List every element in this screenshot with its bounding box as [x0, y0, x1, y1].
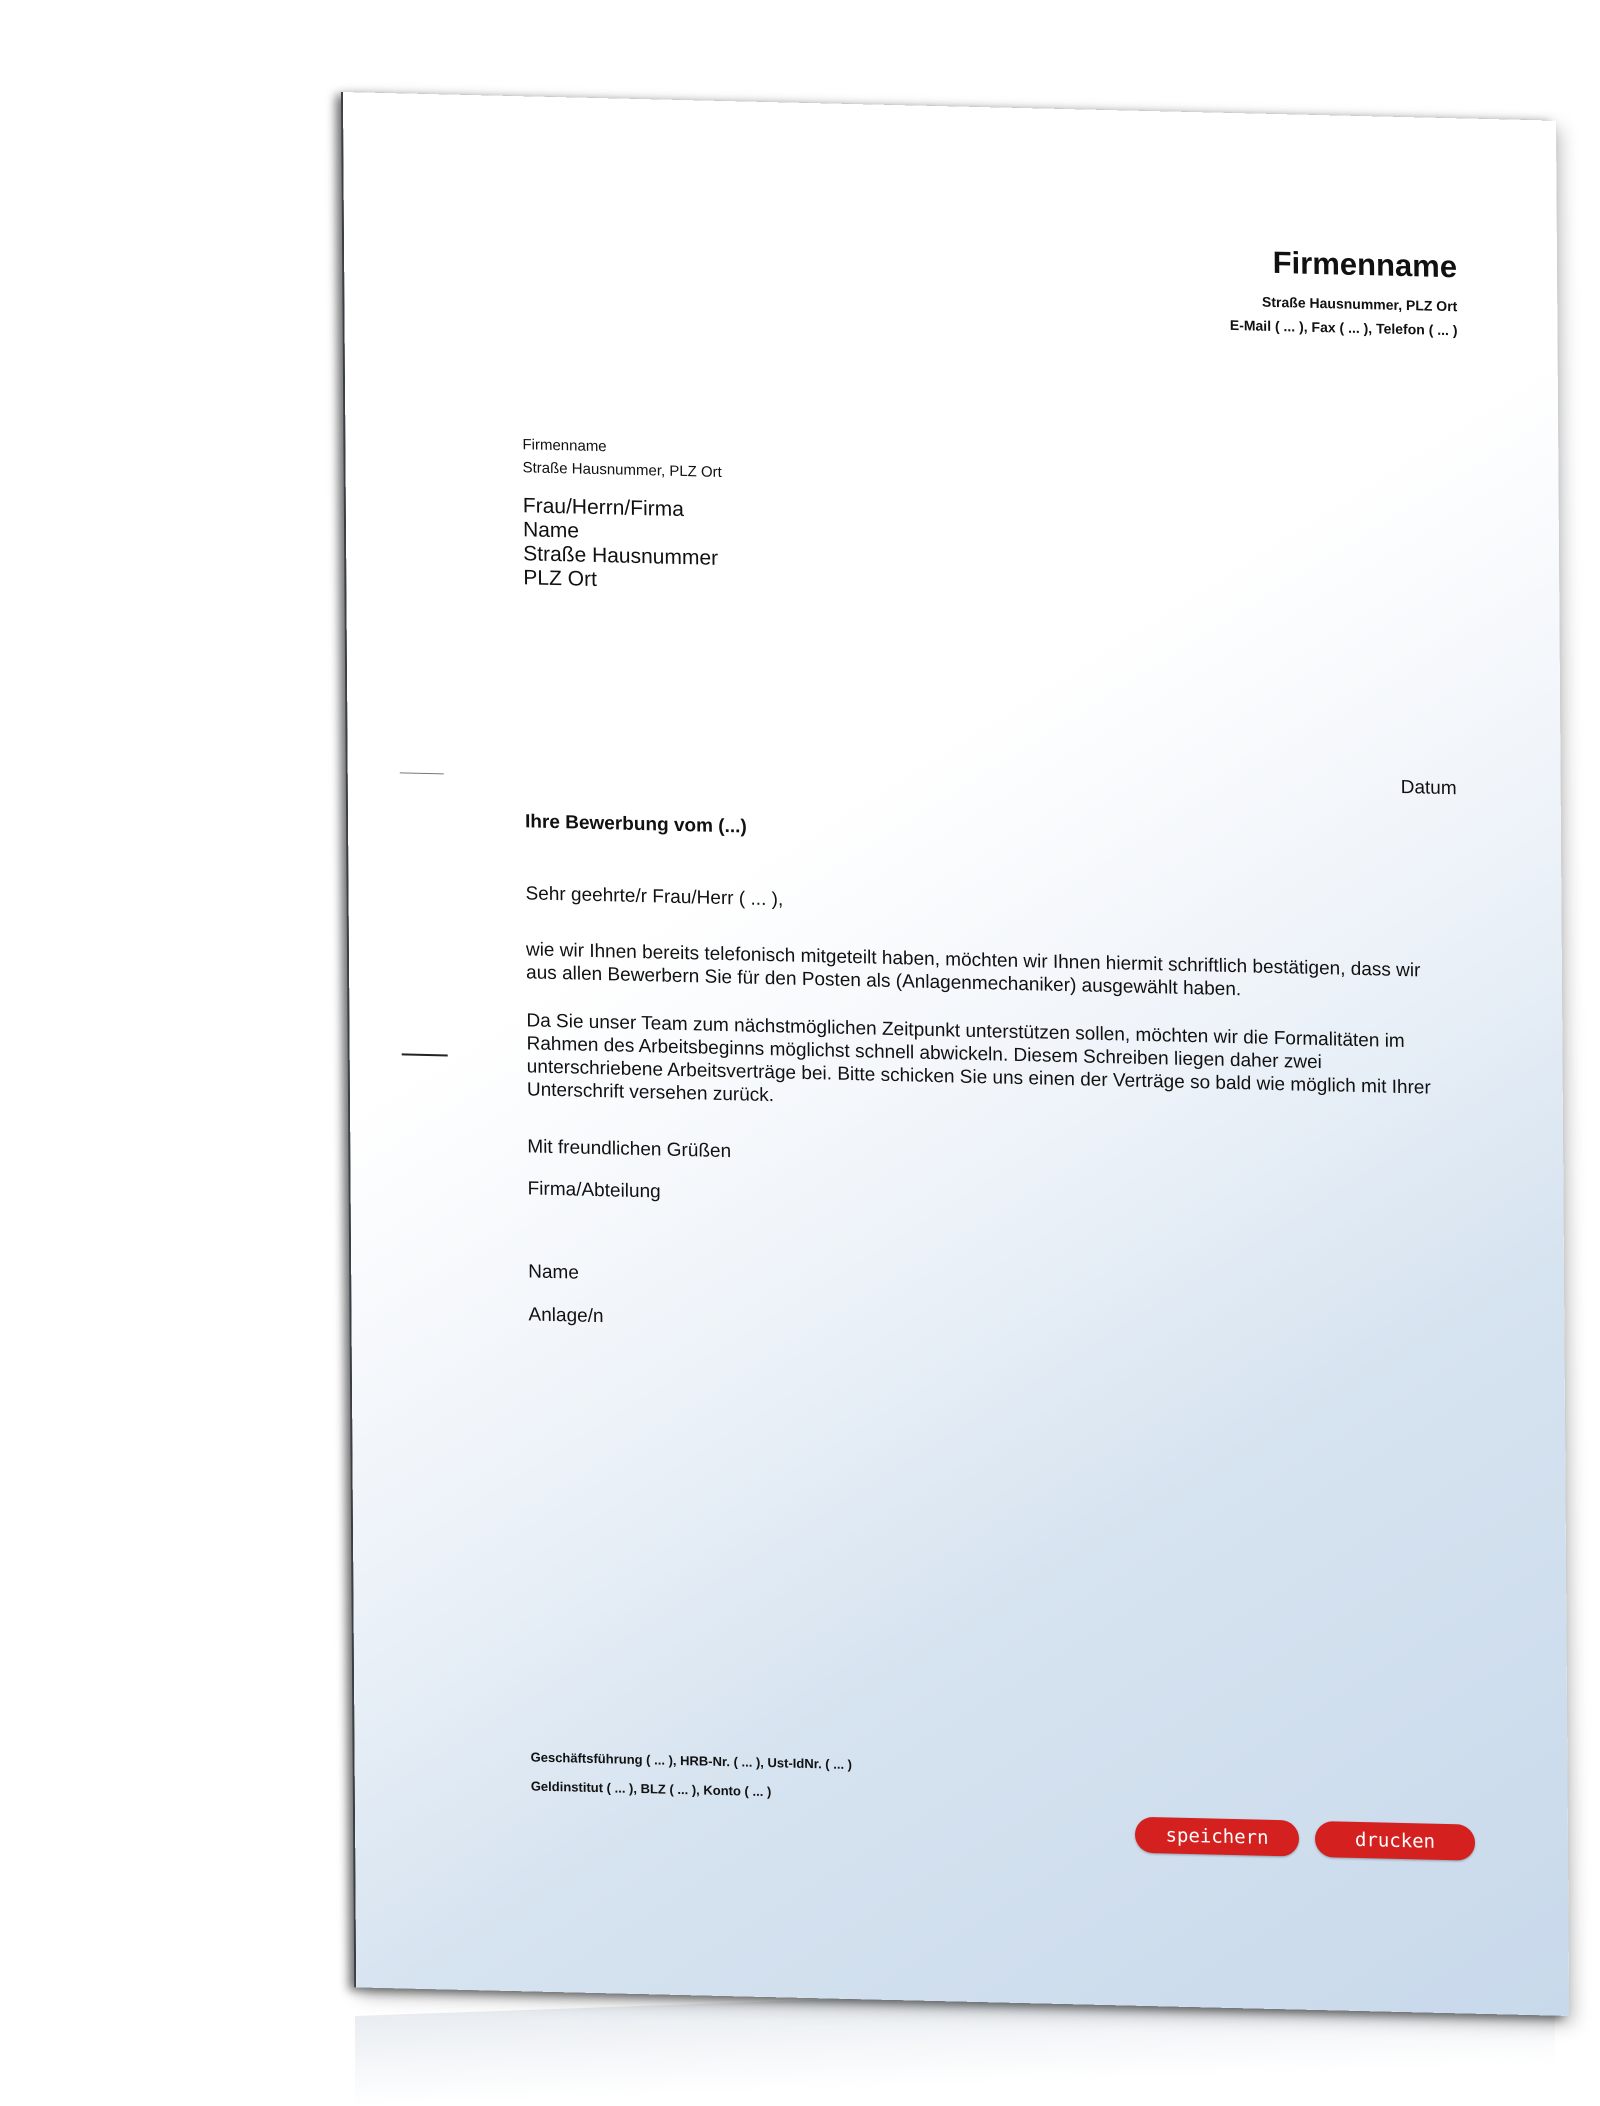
fold-mark [402, 1053, 448, 1056]
letterhead-contact: E-Mail ( ... ), Fax ( ... ), Telefon ( ... ) [1229, 316, 1458, 339]
letterhead-company: Firmenname [1272, 244, 1458, 285]
body-paragraph: wie wir Ihnen bereits telefonisch mitgeteilt haben, möchten wir Ihnen hiermit schriftlich bestätigen, dass wir aus allen Bewerbern Sie für den Posten als (Anlagenmechaniker) ausgewählt haben. [525, 939, 1421, 1001]
print-button[interactable]: drucken [1315, 1821, 1475, 1861]
letter-subject: Ihre Bewerbung vom (...) [524, 811, 747, 838]
letter-page [343, 92, 1569, 2016]
fold-mark [400, 772, 444, 774]
footer-bank-info: Geldinstitut ( ... ), BLZ ( ... ), Konto ( ... ) [530, 1778, 772, 1800]
letter-department: Firma/Abteilung [527, 1178, 661, 1203]
letter-salutation: Sehr geehrte/r Frau/Herr ( ... ), [525, 883, 784, 911]
sender-address: Straße Hausnummer, PLZ Ort [522, 459, 722, 481]
recipient-line: PLZ Ort [523, 566, 597, 591]
attachments-note: Anlage/n [528, 1304, 604, 1328]
sender-company: Firmenname [522, 436, 607, 456]
recipient-line: Straße Hausnummer [523, 542, 719, 570]
footer-company-info: Geschäftsführung ( ... ), HRB-Nr. ( ... ), Ust-IdNr. ( ... ) [530, 1749, 853, 1773]
recipient-line: Name [522, 518, 580, 543]
recipient-block [523, 494, 719, 595]
letter-closing: Mit freundlichen Grüßen [527, 1136, 732, 1163]
letterhead-address: Straße Hausnummer, PLZ Ort [1261, 293, 1458, 315]
recipient-line: Frau/Herrn/Firma [522, 494, 684, 522]
save-button[interactable]: speichern [1135, 1817, 1299, 1857]
body-paragraph: Da Sie unser Team zum nächstmöglichen Zeitpunkt unterstützen sollen, möchten wir die Formalitäten im Rahmen des Arbeitsbeginns möglichst schnell abwickeln. Diesem Schreiben liegen daher zwei unterschriebene Arbeitsverträge bei. Bitte schicken Sie uns einen der Verträge so bald wie möglich mit Ihrer Unterschrift versehen zurück. [526, 1010, 1431, 1107]
signature-name: Name [528, 1261, 579, 1284]
letter-date: Datum [1400, 776, 1457, 800]
